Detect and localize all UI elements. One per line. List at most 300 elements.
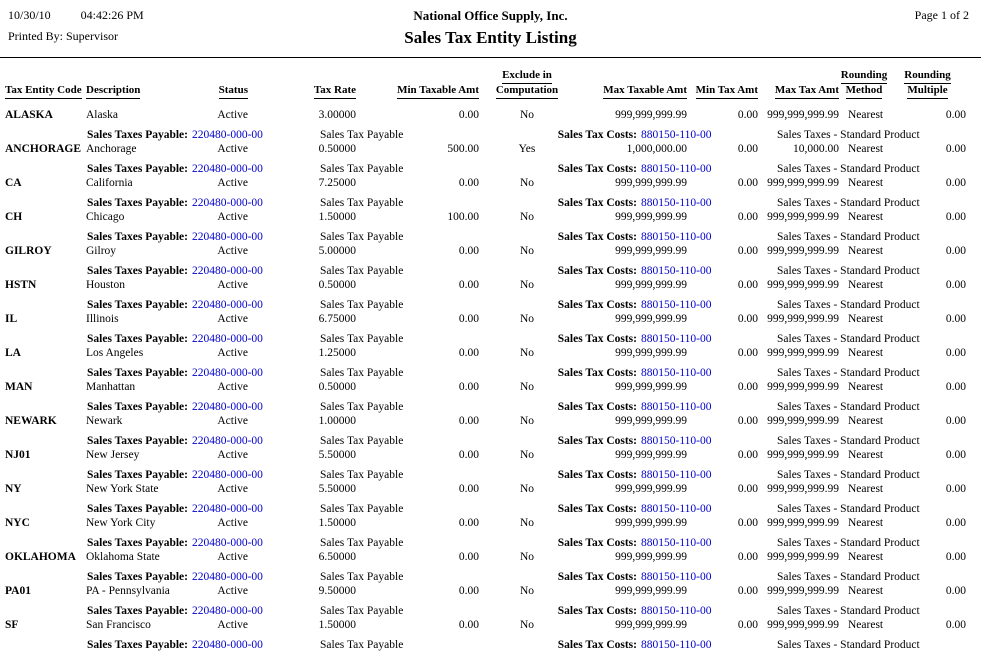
entity-accounts-row bbox=[0, 332, 981, 346]
exclude-value: No bbox=[519, 551, 535, 563]
sales-tax-costs-label: Sales Tax Costs: bbox=[557, 469, 637, 481]
min-tax-value: 0.00 bbox=[737, 245, 758, 257]
entity-code: ANCHORAGE bbox=[5, 143, 82, 155]
costs-account-description: Sales Taxes - Standard Product bbox=[777, 197, 920, 209]
status-value: Active bbox=[217, 109, 248, 121]
entity-description: Houston bbox=[86, 279, 125, 291]
entity-row bbox=[0, 176, 981, 210]
min-tax-value: 0.00 bbox=[737, 619, 758, 631]
min-taxable-value: 0.00 bbox=[458, 109, 479, 121]
max-tax-value: 999,999,999.99 bbox=[767, 517, 839, 529]
min-taxable-value: 0.00 bbox=[458, 415, 479, 427]
rounding-method-value: Nearest bbox=[848, 177, 884, 189]
max-taxable-value: 999,999,999.99 bbox=[615, 619, 687, 631]
status-value: Active bbox=[217, 551, 248, 563]
entity-row bbox=[0, 516, 981, 550]
status-value: Active bbox=[217, 483, 248, 495]
entity-accounts-row bbox=[0, 536, 981, 550]
costs-account-description: Sales Taxes - Standard Product bbox=[777, 265, 920, 277]
sales-taxes-payable-label: Sales Taxes Payable: bbox=[87, 197, 188, 209]
costs-account-link[interactable]: 880150-110-00 bbox=[641, 537, 712, 549]
exclude-value: Yes bbox=[518, 143, 536, 155]
rounding-method-value: Nearest bbox=[848, 109, 884, 121]
max-taxable-value: 999,999,999.99 bbox=[615, 211, 687, 223]
payable-account-description: Sales Tax Payable bbox=[320, 299, 404, 311]
exclude-value: No bbox=[519, 279, 535, 291]
entity-code: CA bbox=[5, 177, 22, 189]
entity-accounts-row bbox=[0, 162, 981, 176]
column-header-exclude: Exclude in Computation bbox=[479, 69, 561, 99]
entity-row bbox=[0, 414, 981, 448]
entity-code: OKLAHOMA bbox=[5, 551, 76, 563]
table-header-row bbox=[0, 69, 981, 99]
min-taxable-value: 0.00 bbox=[458, 483, 479, 495]
max-tax-value: 999,999,999.99 bbox=[767, 347, 839, 359]
sales-tax-costs-label: Sales Tax Costs: bbox=[557, 435, 637, 447]
column-header-rounding-method: Rounding Method bbox=[839, 69, 889, 99]
min-tax-value: 0.00 bbox=[737, 211, 758, 223]
min-tax-value: 0.00 bbox=[737, 449, 758, 461]
max-taxable-value: 999,999,999.99 bbox=[615, 381, 687, 393]
status-value: Active bbox=[217, 211, 248, 223]
rounding-multiple-value: 0.00 bbox=[945, 313, 966, 325]
entity-description: Anchorage bbox=[86, 143, 137, 155]
report-title: Sales Tax Entity Listing bbox=[404, 28, 577, 47]
entity-accounts-row bbox=[0, 196, 981, 210]
entity-description: Alaska bbox=[86, 109, 118, 121]
entity-accounts-row bbox=[0, 502, 981, 516]
entity-code: LA bbox=[5, 347, 21, 359]
column-header-rounding-multiple: Rounding Multiple bbox=[889, 69, 966, 99]
entity-code: NEWARK bbox=[5, 415, 57, 427]
exclude-value: No bbox=[519, 619, 535, 631]
costs-account-link[interactable]: 880150-110-00 bbox=[641, 197, 712, 209]
tax-rate-value: 6.50000 bbox=[318, 551, 356, 563]
sales-taxes-payable-label: Sales Taxes Payable: bbox=[87, 571, 188, 583]
min-tax-value: 0.00 bbox=[737, 517, 758, 529]
payable-account-link[interactable]: 220480-000-00 bbox=[192, 639, 263, 651]
tax-rate-value: 5.50000 bbox=[318, 449, 356, 461]
costs-account-link[interactable]: 880150-110-00 bbox=[641, 333, 712, 345]
status-value: Active bbox=[217, 245, 248, 257]
rounding-multiple-value: 0.00 bbox=[945, 585, 966, 597]
min-taxable-value: 0.00 bbox=[458, 585, 479, 597]
entity-accounts-row bbox=[0, 230, 981, 244]
costs-account-description: Sales Taxes - Standard Product bbox=[777, 333, 920, 345]
min-taxable-value: 500.00 bbox=[447, 143, 479, 155]
sales-taxes-payable-label: Sales Taxes Payable: bbox=[87, 503, 188, 515]
payable-account-description: Sales Tax Payable bbox=[320, 333, 404, 345]
sales-taxes-payable-label: Sales Taxes Payable: bbox=[87, 129, 188, 141]
tax-rate-value: 1.50000 bbox=[318, 619, 356, 631]
payable-account-description: Sales Tax Payable bbox=[320, 197, 404, 209]
rounding-method-value: Nearest bbox=[848, 279, 884, 291]
tax-rate-value: 9.50000 bbox=[318, 585, 356, 597]
sales-taxes-payable-label: Sales Taxes Payable: bbox=[87, 163, 188, 175]
min-tax-value: 0.00 bbox=[737, 177, 758, 189]
costs-account-link[interactable]: 880150-110-00 bbox=[641, 231, 712, 243]
max-tax-value: 999,999,999.99 bbox=[767, 551, 839, 563]
rounding-method-value: Nearest bbox=[848, 551, 884, 563]
sales-taxes-payable-label: Sales Taxes Payable: bbox=[87, 639, 188, 651]
entity-code: NJ01 bbox=[5, 449, 31, 461]
rounding-multiple-value: 0.00 bbox=[945, 415, 966, 427]
costs-account-link[interactable]: 880150-110-00 bbox=[641, 435, 712, 447]
min-tax-value: 0.00 bbox=[737, 381, 758, 393]
entity-row bbox=[0, 584, 981, 618]
entity-accounts-row bbox=[0, 468, 981, 482]
tax-rate-value: 5.00000 bbox=[318, 245, 356, 257]
rounding-multiple-value: 0.00 bbox=[945, 177, 966, 189]
entity-description: Oklahoma State bbox=[86, 551, 160, 563]
rounding-multiple-value: 0.00 bbox=[945, 619, 966, 631]
entity-row bbox=[0, 108, 981, 142]
rounding-multiple-value: 0.00 bbox=[945, 211, 966, 223]
rounding-method-value: Nearest bbox=[848, 619, 884, 631]
entity-description: PA - Pennsylvania bbox=[86, 585, 170, 597]
tax-rate-value: 1.00000 bbox=[318, 415, 356, 427]
costs-account-description: Sales Taxes - Standard Product bbox=[777, 367, 920, 379]
exclude-value: No bbox=[519, 517, 535, 529]
payable-account-description: Sales Tax Payable bbox=[320, 265, 404, 277]
payable-account-link[interactable]: 220480-000-00 bbox=[192, 435, 263, 447]
entity-row bbox=[0, 448, 981, 482]
sales-tax-costs-label: Sales Tax Costs: bbox=[557, 605, 637, 617]
sales-taxes-payable-label: Sales Taxes Payable: bbox=[87, 401, 188, 413]
min-taxable-value: 0.00 bbox=[458, 347, 479, 359]
max-taxable-value: 999,999,999.99 bbox=[615, 313, 687, 325]
min-tax-value: 0.00 bbox=[737, 415, 758, 427]
exclude-value: No bbox=[519, 415, 535, 427]
sales-tax-costs-label: Sales Tax Costs: bbox=[557, 571, 637, 583]
exclude-value: No bbox=[519, 381, 535, 393]
exclude-value: No bbox=[519, 449, 535, 461]
entity-row bbox=[0, 380, 981, 414]
rounding-method-value: Nearest bbox=[848, 585, 884, 597]
rounding-multiple-value: 0.00 bbox=[945, 449, 966, 461]
payable-account-link[interactable]: 220480-000-00 bbox=[192, 571, 263, 583]
rounding-method-value: Nearest bbox=[848, 449, 884, 461]
costs-account-link[interactable]: 880150-110-00 bbox=[641, 265, 712, 277]
exclude-value: No bbox=[519, 585, 535, 597]
entity-row bbox=[0, 550, 981, 584]
column-header-tax-rate: Tax Rate bbox=[314, 84, 356, 99]
max-taxable-value: 999,999,999.99 bbox=[615, 177, 687, 189]
entity-row bbox=[0, 482, 981, 516]
sales-taxes-payable-label: Sales Taxes Payable: bbox=[87, 299, 188, 311]
entity-accounts-row bbox=[0, 298, 981, 312]
min-taxable-value: 0.00 bbox=[458, 245, 479, 257]
sales-tax-costs-label: Sales Tax Costs: bbox=[557, 231, 637, 243]
payable-account-link[interactable]: 220480-000-00 bbox=[192, 129, 263, 141]
payable-account-description: Sales Tax Payable bbox=[320, 639, 404, 651]
payable-account-description: Sales Tax Payable bbox=[320, 367, 404, 379]
tax-rate-value: 7.25000 bbox=[318, 177, 356, 189]
sales-tax-costs-label: Sales Tax Costs: bbox=[557, 163, 637, 175]
max-taxable-value: 999,999,999.99 bbox=[615, 517, 687, 529]
payable-account-description: Sales Tax Payable bbox=[320, 605, 404, 617]
costs-account-description: Sales Taxes - Standard Product bbox=[777, 605, 920, 617]
payable-account-link[interactable]: 220480-000-00 bbox=[192, 367, 263, 379]
payable-account-link[interactable]: 220480-000-00 bbox=[192, 333, 263, 345]
entity-row bbox=[0, 244, 981, 278]
sales-tax-costs-label: Sales Tax Costs: bbox=[557, 503, 637, 515]
tax-rate-value: 3.00000 bbox=[318, 109, 356, 121]
payable-account-link[interactable]: 220480-000-00 bbox=[192, 401, 263, 413]
tax-rate-value: 1.50000 bbox=[318, 517, 356, 529]
payable-account-link[interactable]: 220480-000-00 bbox=[192, 231, 263, 243]
rounding-multiple-value: 0.00 bbox=[945, 347, 966, 359]
min-taxable-value: 0.00 bbox=[458, 279, 479, 291]
sales-tax-costs-label: Sales Tax Costs: bbox=[557, 333, 637, 345]
max-tax-value: 999,999,999.99 bbox=[767, 381, 839, 393]
payable-account-link[interactable]: 220480-000-00 bbox=[192, 299, 263, 311]
entity-code: PA01 bbox=[5, 585, 31, 597]
column-header-min-taxable: Min Taxable Amt bbox=[397, 84, 479, 99]
payable-account-link[interactable]: 220480-000-00 bbox=[192, 163, 263, 175]
rounding-multiple-value: 0.00 bbox=[945, 483, 966, 495]
costs-account-description: Sales Taxes - Standard Product bbox=[777, 571, 920, 583]
entity-description: Gilroy bbox=[86, 245, 117, 257]
sales-tax-costs-label: Sales Tax Costs: bbox=[557, 129, 637, 141]
rounding-method-value: Nearest bbox=[848, 347, 884, 359]
sales-taxes-payable-label: Sales Taxes Payable: bbox=[87, 265, 188, 277]
entity-row bbox=[0, 312, 981, 346]
max-tax-value: 999,999,999.99 bbox=[767, 177, 839, 189]
table-body bbox=[0, 108, 981, 652]
costs-account-description: Sales Taxes - Standard Product bbox=[777, 503, 920, 515]
costs-account-description: Sales Taxes - Standard Product bbox=[777, 537, 920, 549]
min-taxable-value: 0.00 bbox=[458, 313, 479, 325]
entity-accounts-row bbox=[0, 400, 981, 414]
exclude-value: No bbox=[519, 177, 535, 189]
sales-taxes-payable-label: Sales Taxes Payable: bbox=[87, 333, 188, 345]
status-value: Active bbox=[217, 347, 248, 359]
sales-tax-costs-label: Sales Tax Costs: bbox=[557, 265, 637, 277]
entity-description: Newark bbox=[86, 415, 123, 427]
payable-account-description: Sales Tax Payable bbox=[320, 537, 404, 549]
rounding-method-value: Nearest bbox=[848, 211, 884, 223]
entity-description: Illinois bbox=[86, 313, 119, 325]
rounding-method-value: Nearest bbox=[848, 415, 884, 427]
min-tax-value: 0.00 bbox=[737, 585, 758, 597]
entity-code: NY bbox=[5, 483, 22, 495]
min-tax-value: 0.00 bbox=[737, 551, 758, 563]
max-tax-value: 999,999,999.99 bbox=[767, 211, 839, 223]
max-taxable-value: 999,999,999.99 bbox=[615, 483, 687, 495]
entity-accounts-row bbox=[0, 264, 981, 278]
sales-tax-costs-label: Sales Tax Costs: bbox=[557, 197, 637, 209]
sales-taxes-payable-label: Sales Taxes Payable: bbox=[87, 537, 188, 549]
sales-tax-costs-label: Sales Tax Costs: bbox=[557, 639, 637, 651]
max-taxable-value: 999,999,999.99 bbox=[615, 347, 687, 359]
column-header-status: Status bbox=[219, 84, 248, 99]
sales-tax-costs-label: Sales Tax Costs: bbox=[557, 537, 637, 549]
tax-rate-value: 6.75000 bbox=[318, 313, 356, 325]
payable-account-description: Sales Tax Payable bbox=[320, 231, 404, 243]
entity-code: ALASKA bbox=[5, 109, 53, 121]
payable-account-description: Sales Tax Payable bbox=[320, 571, 404, 583]
status-value: Active bbox=[217, 313, 248, 325]
tax-rate-value: 1.50000 bbox=[318, 211, 356, 223]
status-value: Active bbox=[217, 381, 248, 393]
min-tax-value: 0.00 bbox=[737, 347, 758, 359]
entity-row bbox=[0, 618, 981, 652]
entity-code: CH bbox=[5, 211, 23, 223]
costs-account-link[interactable]: 880150-110-00 bbox=[641, 571, 712, 583]
sales-taxes-payable-label: Sales Taxes Payable: bbox=[87, 469, 188, 481]
column-header-description: Description bbox=[86, 84, 140, 99]
min-taxable-value: 0.00 bbox=[458, 177, 479, 189]
status-value: Active bbox=[217, 619, 248, 631]
costs-account-description: Sales Taxes - Standard Product bbox=[777, 469, 920, 481]
sales-taxes-payable-label: Sales Taxes Payable: bbox=[87, 231, 188, 243]
payable-account-link[interactable]: 220480-000-00 bbox=[192, 469, 263, 481]
rounding-multiple-value: 0.00 bbox=[945, 245, 966, 257]
exclude-value: No bbox=[519, 211, 535, 223]
column-header-max-tax: Max Tax Amt bbox=[775, 84, 839, 99]
rounding-method-value: Nearest bbox=[848, 313, 884, 325]
min-taxable-value: 0.00 bbox=[458, 551, 479, 563]
payable-account-link[interactable]: 220480-000-00 bbox=[192, 197, 263, 209]
costs-account-link[interactable]: 880150-110-00 bbox=[641, 299, 712, 311]
min-tax-value: 0.00 bbox=[737, 279, 758, 291]
entity-description: New York City bbox=[86, 517, 156, 529]
payable-account-description: Sales Tax Payable bbox=[320, 435, 404, 447]
max-taxable-value: 999,999,999.99 bbox=[615, 449, 687, 461]
min-tax-value: 0.00 bbox=[737, 483, 758, 495]
sales-taxes-payable-label: Sales Taxes Payable: bbox=[87, 367, 188, 379]
costs-account-description: Sales Taxes - Standard Product bbox=[777, 401, 920, 413]
costs-account-link[interactable]: 880150-110-00 bbox=[641, 639, 712, 651]
costs-account-description: Sales Taxes - Standard Product bbox=[777, 299, 920, 311]
payable-account-link[interactable]: 220480-000-00 bbox=[192, 503, 263, 515]
max-tax-value: 999,999,999.99 bbox=[767, 109, 839, 121]
max-taxable-value: 1,000,000.00 bbox=[626, 143, 687, 155]
entity-accounts-row bbox=[0, 434, 981, 448]
payable-account-description: Sales Tax Payable bbox=[320, 503, 404, 515]
entity-code: SF bbox=[5, 619, 19, 631]
rounding-method-value: Nearest bbox=[848, 381, 884, 393]
payable-account-link[interactable]: 220480-000-00 bbox=[192, 605, 263, 617]
tax-rate-value: 0.50000 bbox=[318, 279, 356, 291]
entity-description: Chicago bbox=[86, 211, 125, 223]
rounding-method-value: Nearest bbox=[848, 483, 884, 495]
report-time: 04:42:26 PM bbox=[80, 8, 144, 22]
min-taxable-value: 0.00 bbox=[458, 449, 479, 461]
max-tax-value: 999,999,999.99 bbox=[767, 619, 839, 631]
sales-tax-costs-label: Sales Tax Costs: bbox=[557, 299, 637, 311]
tax-rate-value: 0.50000 bbox=[318, 143, 356, 155]
max-taxable-value: 999,999,999.99 bbox=[615, 585, 687, 597]
costs-account-link[interactable]: 880150-110-00 bbox=[641, 401, 712, 413]
tax-rate-value: 5.50000 bbox=[318, 483, 356, 495]
status-value: Active bbox=[217, 517, 248, 529]
max-tax-value: 999,999,999.99 bbox=[767, 245, 839, 257]
exclude-value: No bbox=[519, 109, 535, 121]
costs-account-description: Sales Taxes - Standard Product bbox=[777, 129, 920, 141]
exclude-value: No bbox=[519, 347, 535, 359]
entity-row bbox=[0, 142, 981, 176]
min-tax-value: 0.00 bbox=[737, 109, 758, 121]
column-header-min-tax: Min Tax Amt bbox=[696, 84, 758, 99]
header-divider bbox=[0, 57, 981, 58]
costs-account-description: Sales Taxes - Standard Product bbox=[777, 639, 920, 651]
sales-tax-costs-label: Sales Tax Costs: bbox=[557, 401, 637, 413]
entity-description: Los Angeles bbox=[86, 347, 144, 359]
status-value: Active bbox=[217, 143, 248, 155]
entity-description: New Jersey bbox=[86, 449, 140, 461]
status-value: Active bbox=[217, 415, 248, 427]
payable-account-description: Sales Tax Payable bbox=[320, 129, 404, 141]
entity-row bbox=[0, 346, 981, 380]
payable-account-link[interactable]: 220480-000-00 bbox=[192, 265, 263, 277]
rounding-multiple-value: 0.00 bbox=[945, 279, 966, 291]
exclude-value: No bbox=[519, 483, 535, 495]
exclude-value: No bbox=[519, 245, 535, 257]
min-tax-value: 0.00 bbox=[737, 143, 758, 155]
rounding-multiple-value: 0.00 bbox=[945, 551, 966, 563]
entity-accounts-row bbox=[0, 638, 981, 652]
entity-row bbox=[0, 210, 981, 244]
costs-account-description: Sales Taxes - Standard Product bbox=[777, 435, 920, 447]
entity-code: GILROY bbox=[5, 245, 52, 257]
status-value: Active bbox=[217, 279, 248, 291]
entity-description: New York State bbox=[86, 483, 159, 495]
costs-account-link[interactable]: 880150-110-00 bbox=[641, 469, 712, 481]
status-value: Active bbox=[217, 177, 248, 189]
entity-row bbox=[0, 278, 981, 312]
sales-taxes-payable-label: Sales Taxes Payable: bbox=[87, 435, 188, 447]
payable-account-link[interactable]: 220480-000-00 bbox=[192, 537, 263, 549]
costs-account-description: Sales Taxes - Standard Product bbox=[777, 231, 920, 243]
entity-accounts-row bbox=[0, 604, 981, 618]
printed-by: Printed By: Supervisor bbox=[8, 29, 118, 43]
max-tax-value: 999,999,999.99 bbox=[767, 279, 839, 291]
payable-account-description: Sales Tax Payable bbox=[320, 469, 404, 481]
costs-account-link[interactable]: 880150-110-00 bbox=[641, 163, 712, 175]
rounding-multiple-value: 0.00 bbox=[945, 381, 966, 393]
min-taxable-value: 0.00 bbox=[458, 619, 479, 631]
min-tax-value: 0.00 bbox=[737, 313, 758, 325]
costs-account-link[interactable]: 880150-110-00 bbox=[641, 605, 712, 617]
sales-taxes-payable-label: Sales Taxes Payable: bbox=[87, 605, 188, 617]
max-tax-value: 10,000.00 bbox=[793, 143, 839, 155]
report-date: 10/30/10 bbox=[8, 8, 51, 22]
entity-accounts-row bbox=[0, 570, 981, 584]
entity-code: HSTN bbox=[5, 279, 37, 291]
max-taxable-value: 999,999,999.99 bbox=[615, 245, 687, 257]
max-tax-value: 999,999,999.99 bbox=[767, 483, 839, 495]
rounding-method-value: Nearest bbox=[848, 143, 884, 155]
entity-description: San Francisco bbox=[86, 619, 151, 631]
min-taxable-value: 0.00 bbox=[458, 381, 479, 393]
max-taxable-value: 999,999,999.99 bbox=[615, 109, 687, 121]
column-header-code: Tax Entity Code bbox=[5, 84, 82, 99]
costs-account-description: Sales Taxes - Standard Product bbox=[777, 163, 920, 175]
max-tax-value: 999,999,999.99 bbox=[767, 415, 839, 427]
company-name: National Office Supply, Inc. bbox=[413, 8, 568, 23]
max-taxable-value: 999,999,999.99 bbox=[615, 415, 687, 427]
max-tax-value: 999,999,999.99 bbox=[767, 313, 839, 325]
costs-account-link[interactable]: 880150-110-00 bbox=[641, 129, 712, 141]
min-taxable-value: 0.00 bbox=[458, 517, 479, 529]
rounding-method-value: Nearest bbox=[848, 517, 884, 529]
entity-accounts-row bbox=[0, 366, 981, 380]
costs-account-link[interactable]: 880150-110-00 bbox=[641, 367, 712, 379]
costs-account-link[interactable]: 880150-110-00 bbox=[641, 503, 712, 515]
rounding-multiple-value: 0.00 bbox=[945, 109, 966, 121]
